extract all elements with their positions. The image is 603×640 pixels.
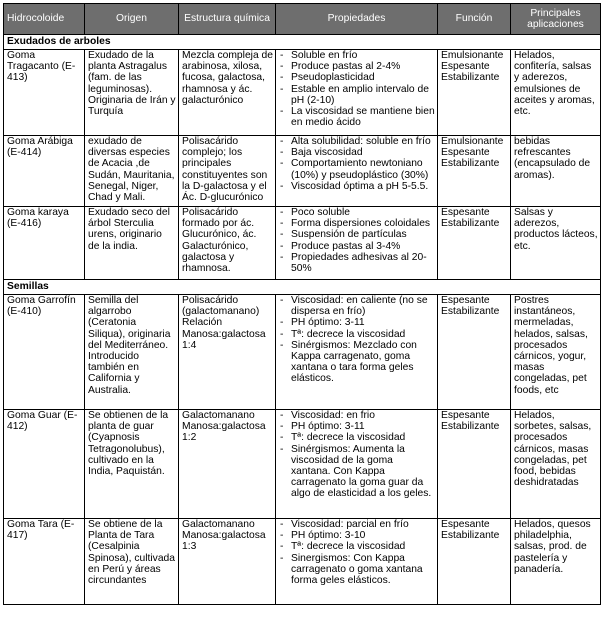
hidrocoloide-cell: Goma Tara (E-417) — [4, 519, 85, 605]
propiedad-item: - Produce pastas al 2-4% — [279, 61, 435, 72]
funcion-cell — [438, 519, 511, 605]
propiedad-item: - Viscosidad: parcial en frío — [279, 519, 435, 530]
header-funcion: Función — [438, 4, 511, 35]
origen-cell: Se obtienen de la planta de guar (Cyapnosis Tetragonolubus), cultivado en la India, Paquistán. — [85, 410, 179, 519]
funcion-item: Estabilizante — [441, 72, 500, 84]
propiedad-item: - Soluble en frío — [279, 50, 435, 61]
propiedad-item: - Tª: decrece la viscosidad — [279, 432, 435, 443]
propiedades-list — [279, 519, 435, 586]
estructura-cell: Mezcla compleja de arabinosa, xilosa, fucosa, galactosa, rhamnosa y ác. galacturónico — [179, 50, 276, 136]
aplicaciones-cell: Helados, sorbetes, salsas, procesados cárnicos, masas congeladas, pet food, bebidas deshidratadas — [511, 410, 601, 519]
propiedad-item: - Produce pastas al 3-4% — [279, 241, 435, 252]
origen-cell: Semilla del algarrobo (Ceratonia Siliqua), originaria del Mediterráneo. Introducido también en California y Australia. — [85, 295, 179, 410]
estructura-cell: Polisacárido (galactomanano) Relación Manosa:galactosa 1:4 — [179, 295, 276, 410]
funcion-item: Estabilizante — [441, 158, 500, 170]
propiedad-item: - Forma dispersiones coloidales — [279, 218, 435, 229]
section-title: Exudados de arboles — [4, 35, 601, 50]
propiedades-list — [279, 295, 435, 385]
header-origen: Origen — [85, 4, 179, 35]
propiedades-cell — [276, 410, 438, 519]
funcion-item: Estabilizante — [441, 218, 500, 230]
hidrocoloide-cell: Goma Tragacanto (E-413) — [4, 50, 85, 136]
propiedad-item: - La viscosidad se mantiene bien en medio ácido — [279, 106, 435, 128]
header-aplicaciones: Principales aplicaciones — [511, 4, 601, 35]
propiedad-item: - Sinergismos: Con Kappa carragenato o goma xantana forma geles elásticos. — [279, 553, 435, 587]
table-row — [4, 410, 601, 519]
aplicaciones-cell: Salsas y aderezos, productos lácteos, etc. — [511, 207, 601, 280]
propiedad-item: - Comportamiento newtoniano (10%) y pseudoplástico (30%) — [279, 158, 435, 180]
funcion-item: Espesante — [441, 207, 490, 218]
funcion-item: Estabilizante — [441, 530, 500, 542]
funcion-cell — [438, 207, 511, 280]
header-row — [4, 4, 601, 35]
funcion-item: Espesante — [441, 147, 490, 159]
funcion-item: Estabilizante — [441, 421, 500, 433]
origen-cell: exudado de diversas especies de Acacia ,de Sudán, Mauritania, Senegal, Niger, Chad y Mali. — [85, 136, 179, 207]
header-estructura: Estructura química — [179, 4, 276, 35]
propiedad-item: - PH óptimo: 3-11 — [279, 317, 435, 328]
propiedades-list — [279, 136, 435, 192]
estructura-cell: Polisacárido formado por ác. Glucurónico, ác. Galacturónico, galactosa y rhamnosa. — [179, 207, 276, 280]
propiedad-item: - Viscosidad: en caliente (no se dispersa en frío) — [279, 295, 435, 317]
propiedad-item: - Sinérgismos: Mezclado con Kappa carragenato, goma xantana o tara forma geles elásticos. — [279, 340, 435, 385]
propiedad-item: - Tª: decrece la viscosidad — [279, 329, 435, 340]
aplicaciones-cell: bebidas refrescantes (encapsulado de aromas). — [511, 136, 601, 207]
propiedad-item: - PH óptimo: 3-11 — [279, 421, 435, 432]
hidrocoloide-cell: Goma Garrofín (E-410) — [4, 295, 85, 410]
funcion-cell — [438, 295, 511, 410]
origen-cell: Exudado seco del árbol Sterculia urens, originario de la india. — [85, 207, 179, 280]
propiedades-cell — [276, 519, 438, 605]
propiedades-list — [279, 410, 435, 500]
propiedad-item: - Viscosidad óptima a pH 5-5.5. — [279, 181, 435, 192]
propiedad-item: - Estable en amplio intervalo de pH (2-10) — [279, 84, 435, 106]
propiedades-list — [279, 207, 435, 274]
propiedad-item: - Sinérgismos: Aumenta la viscosidad de la goma xantana. Con Kappa carragenato la goma guar da algo de elasticidad a los geles. — [279, 444, 435, 500]
aplicaciones-cell: Postres instantáneos, mermeladas, helados, salsas, procesados cárnicos, yogur, masas congeladas, pet foods, etc — [511, 295, 601, 410]
funcion-item: Espesante — [441, 519, 490, 530]
header-hidrocoloide: Hidrocoloide — [4, 4, 85, 35]
estructura-cell: Galactomanano Manosa:galactosa 1:2 — [179, 410, 276, 519]
propiedad-item: - Viscosidad: en frio — [279, 410, 435, 421]
funcion-item: Emulsionante — [441, 50, 504, 61]
aplicaciones-cell: Helados, confitería, salsas y aderezos, emulsiones de aceites y aromas, etc. — [511, 50, 601, 136]
funcion-item: Emulsionante — [441, 136, 504, 147]
propiedad-item: - Propiedades adhesivas al 20-50% — [279, 252, 435, 274]
propiedades-cell — [276, 50, 438, 136]
aplicaciones-cell: Helados, quesos philadelphia, salsas, prod. de pastelería y panadería. — [511, 519, 601, 605]
propiedades-cell — [276, 295, 438, 410]
table-row — [4, 295, 601, 410]
propiedades-cell — [276, 136, 438, 207]
section-row — [4, 280, 601, 295]
table-row — [4, 50, 601, 136]
section-title: Semillas — [4, 280, 601, 295]
table-row — [4, 207, 601, 280]
funcion-item: Espesante — [441, 61, 490, 73]
hidrocoloide-cell: Goma Guar (E-412) — [4, 410, 85, 519]
propiedad-item: - Baja viscosidad — [279, 147, 435, 158]
table-row — [4, 136, 601, 207]
funcion-cell — [438, 50, 511, 136]
propiedad-item: - Tª: decrece la viscosidad — [279, 541, 435, 552]
propiedades-cell — [276, 207, 438, 280]
propiedades-list — [279, 50, 435, 128]
funcion-item: Espesante — [441, 410, 490, 421]
hidrocoloide-cell: Goma karaya (E-416) — [4, 207, 85, 280]
estructura-cell: Galactomanano Manosa:galactosa 1:3 — [179, 519, 276, 605]
section-row — [4, 35, 601, 50]
propiedad-item: - PH óptimo: 3-10 — [279, 530, 435, 541]
hidrocoloide-cell: Goma Arábiga (E-414) — [4, 136, 85, 207]
hydrocolloid-table — [3, 3, 601, 605]
propiedad-item: - Pseudoplasticidad — [279, 72, 435, 83]
origen-cell: Se obtiene de la Planta de Tara (Cesalpinia Spinosa), cultivada en Perú y áreas circundantes — [85, 519, 179, 605]
origen-cell: Exudado de la planta Astragalus (fam. de las leguminosas). Originaria de Irán y Turquía — [85, 50, 179, 136]
propiedad-item: - Alta solubilidad: soluble en frío — [279, 136, 435, 147]
table-row — [4, 519, 601, 605]
propiedad-item: - Poco soluble — [279, 207, 435, 218]
funcion-item: Estabilizante — [441, 306, 500, 318]
estructura-cell: Polisacárido complejo; los principales constituyentes son la D-galactosa y el Ác. D-glucurónico — [179, 136, 276, 207]
funcion-item: Espesante — [441, 295, 490, 306]
funcion-cell — [438, 410, 511, 519]
funcion-cell — [438, 136, 511, 207]
header-propiedades: Propiedades — [276, 4, 438, 35]
propiedad-item: - Suspensión de partículas — [279, 229, 435, 240]
